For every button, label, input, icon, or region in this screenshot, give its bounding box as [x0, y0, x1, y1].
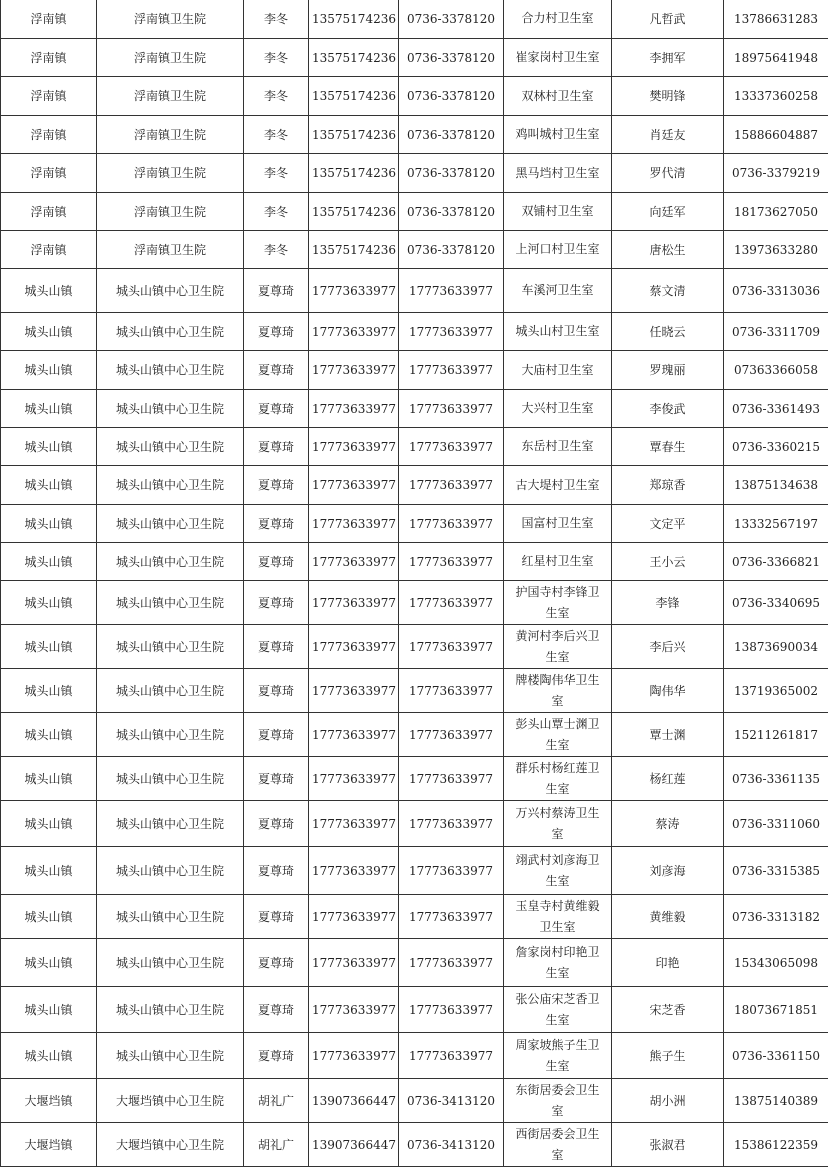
office-phone-cell: 17773633977: [399, 625, 504, 669]
table-row: [1, 505, 828, 543]
clinic-name-cell: 古大堤村卫生室: [504, 466, 612, 505]
office-phone-cell: 17773633977: [399, 713, 504, 757]
doctor-phone-cell: 13875134638: [724, 466, 828, 505]
table-row: [1, 466, 828, 505]
mobile-phone-cell: 17773633977: [309, 625, 399, 669]
office-phone-cell: 17773633977: [399, 1033, 504, 1079]
hospital-cell: 城头山镇中心卫生院: [97, 895, 244, 939]
doctor-phone-cell: 18975641948: [724, 39, 828, 77]
table-body: [1, 0, 828, 1167]
office-phone-cell: 17773633977: [399, 466, 504, 505]
hospital-cell: 城头山镇中心卫生院: [97, 313, 244, 351]
hospital-cell: 城头山镇中心卫生院: [97, 428, 244, 466]
doctor-name-cell: 罗代清: [612, 154, 724, 193]
doctor-phone-cell: 15886604887: [724, 116, 828, 154]
office-phone-cell: 0736-3378120: [399, 0, 504, 39]
hospital-cell: 城头山镇中心卫生院: [97, 466, 244, 505]
hospital-cell: 城头山镇中心卫生院: [97, 713, 244, 757]
head-name-cell: 夏尊琦: [244, 466, 309, 505]
mobile-phone-cell: 13575174236: [309, 39, 399, 77]
town-cell: 城头山镇: [1, 581, 97, 625]
hospital-cell: 城头山镇中心卫生院: [97, 1033, 244, 1079]
town-cell: 城头山镇: [1, 757, 97, 801]
mobile-phone-cell: 17773633977: [309, 987, 399, 1033]
doctor-name-cell: 王小云: [612, 543, 724, 581]
table-row: [1, 581, 828, 625]
doctor-phone-cell: 0736-3311709: [724, 313, 828, 351]
doctor-phone-cell: 0736-3379219: [724, 154, 828, 193]
doctor-phone-cell: 0736-3315385: [724, 847, 828, 895]
mobile-phone-cell: 17773633977: [309, 505, 399, 543]
doctor-phone-cell: 15343065098: [724, 939, 828, 987]
doctor-phone-cell: 0736-3340695: [724, 581, 828, 625]
clinic-name-cell: 双铺村卫生室: [504, 193, 612, 231]
doctor-name-cell: 蔡文清: [612, 269, 724, 313]
hospital-cell: 城头山镇中心卫生院: [97, 351, 244, 390]
mobile-phone-cell: 13575174236: [309, 77, 399, 116]
clinic-name-cell: 黄河村李后兴卫生室: [504, 625, 612, 669]
doctor-phone-cell: 13332567197: [724, 505, 828, 543]
doctor-name-cell: 罗瑰丽: [612, 351, 724, 390]
table-row: [1, 39, 828, 77]
town-cell: 城头山镇: [1, 466, 97, 505]
town-cell: 城头山镇: [1, 847, 97, 895]
town-cell: 浮南镇: [1, 116, 97, 154]
doctor-phone-cell: 13875140389: [724, 1079, 828, 1123]
head-name-cell: 李冬: [244, 193, 309, 231]
clinic-name-cell: 鸡叫城村卫生室: [504, 116, 612, 154]
doctor-name-cell: 覃士渊: [612, 713, 724, 757]
mobile-phone-cell: 17773633977: [309, 713, 399, 757]
table-row: [1, 669, 828, 713]
clinic-name-cell: 大兴村卫生室: [504, 390, 612, 428]
town-cell: 城头山镇: [1, 313, 97, 351]
table-row: [1, 1079, 828, 1123]
hospital-cell: 浮南镇卫生院: [97, 193, 244, 231]
doctor-name-cell: 张淑君: [612, 1123, 724, 1167]
doctor-name-cell: 凡哲武: [612, 0, 724, 39]
clinic-name-cell: 牌楼陶伟华卫生室: [504, 669, 612, 713]
mobile-phone-cell: 17773633977: [309, 895, 399, 939]
head-name-cell: 夏尊琦: [244, 581, 309, 625]
doctor-name-cell: 李锋: [612, 581, 724, 625]
hospital-cell: 城头山镇中心卫生院: [97, 505, 244, 543]
hospital-cell: 城头山镇中心卫生院: [97, 581, 244, 625]
head-name-cell: 李冬: [244, 231, 309, 269]
table-row: [1, 625, 828, 669]
head-name-cell: 夏尊琦: [244, 390, 309, 428]
doctor-name-cell: 肖廷友: [612, 116, 724, 154]
office-phone-cell: 0736-3378120: [399, 231, 504, 269]
doctor-name-cell: 郑琼香: [612, 466, 724, 505]
doctor-phone-cell: 0736-3313182: [724, 895, 828, 939]
table-row: [1, 939, 828, 987]
doctor-name-cell: 胡小洲: [612, 1079, 724, 1123]
clinic-name-cell: 国富村卫生室: [504, 505, 612, 543]
doctor-phone-cell: 15386122359: [724, 1123, 828, 1167]
office-phone-cell: 0736-3413120: [399, 1079, 504, 1123]
head-name-cell: 夏尊琦: [244, 939, 309, 987]
head-name-cell: 胡礼广: [244, 1123, 309, 1167]
hospital-cell: 城头山镇中心卫生院: [97, 625, 244, 669]
town-cell: 城头山镇: [1, 543, 97, 581]
town-cell: 城头山镇: [1, 505, 97, 543]
town-cell: 城头山镇: [1, 351, 97, 390]
doctor-name-cell: 刘彦海: [612, 847, 724, 895]
mobile-phone-cell: 17773633977: [309, 428, 399, 466]
doctor-phone-cell: 18073671851: [724, 987, 828, 1033]
office-phone-cell: 17773633977: [399, 895, 504, 939]
town-cell: 城头山镇: [1, 428, 97, 466]
mobile-phone-cell: 17773633977: [309, 313, 399, 351]
hospital-cell: 浮南镇卫生院: [97, 116, 244, 154]
town-cell: 城头山镇: [1, 939, 97, 987]
town-cell: 浮南镇: [1, 39, 97, 77]
town-cell: 浮南镇: [1, 0, 97, 39]
table-row: [1, 231, 828, 269]
table-row: [1, 1123, 828, 1167]
mobile-phone-cell: 13907366447: [309, 1123, 399, 1167]
doctor-name-cell: 李俊武: [612, 390, 724, 428]
table-row: [1, 801, 828, 847]
town-cell: 城头山镇: [1, 1033, 97, 1079]
mobile-phone-cell: 17773633977: [309, 269, 399, 313]
head-name-cell: 夏尊琦: [244, 669, 309, 713]
table-row: [1, 390, 828, 428]
town-cell: 浮南镇: [1, 77, 97, 116]
hospital-cell: 浮南镇卫生院: [97, 154, 244, 193]
clinic-name-cell: 崔家岗村卫生室: [504, 39, 612, 77]
doctor-name-cell: 熊子生: [612, 1033, 724, 1079]
office-phone-cell: 17773633977: [399, 269, 504, 313]
office-phone-cell: 17773633977: [399, 801, 504, 847]
doctor-phone-cell: 13973633280: [724, 231, 828, 269]
office-phone-cell: 17773633977: [399, 428, 504, 466]
town-cell: 浮南镇: [1, 193, 97, 231]
doctor-phone-cell: 0736-3311060: [724, 801, 828, 847]
mobile-phone-cell: 13575174236: [309, 193, 399, 231]
clinic-name-cell: 东岳村卫生室: [504, 428, 612, 466]
hospital-cell: 城头山镇中心卫生院: [97, 390, 244, 428]
office-phone-cell: 17773633977: [399, 939, 504, 987]
mobile-phone-cell: 17773633977: [309, 351, 399, 390]
town-cell: 城头山镇: [1, 390, 97, 428]
doctor-name-cell: 任晓云: [612, 313, 724, 351]
clinic-name-cell: 张公庙宋芝香卫生室: [504, 987, 612, 1033]
mobile-phone-cell: 17773633977: [309, 581, 399, 625]
clinic-name-cell: 彭头山覃士渊卫生室: [504, 713, 612, 757]
town-cell: 浮南镇: [1, 231, 97, 269]
table-row: [1, 757, 828, 801]
doctor-name-cell: 覃春生: [612, 428, 724, 466]
town-cell: 大堰垱镇: [1, 1123, 97, 1167]
hospital-cell: 浮南镇卫生院: [97, 77, 244, 116]
office-phone-cell: 0736-3378120: [399, 193, 504, 231]
head-name-cell: 夏尊琦: [244, 428, 309, 466]
doctor-phone-cell: 13719365002: [724, 669, 828, 713]
head-name-cell: 夏尊琦: [244, 757, 309, 801]
doctor-phone-cell: 13873690034: [724, 625, 828, 669]
head-name-cell: 夏尊琦: [244, 313, 309, 351]
hospital-cell: 浮南镇卫生院: [97, 39, 244, 77]
town-cell: 大堰垱镇: [1, 1079, 97, 1123]
table-row: [1, 1033, 828, 1079]
doctor-phone-cell: 0736-3361493: [724, 390, 828, 428]
doctor-phone-cell: 0736-3361150: [724, 1033, 828, 1079]
head-name-cell: 夏尊琦: [244, 801, 309, 847]
clinic-name-cell: 车溪河卫生室: [504, 269, 612, 313]
head-name-cell: 夏尊琦: [244, 269, 309, 313]
doctor-phone-cell: 07363366058: [724, 351, 828, 390]
town-cell: 城头山镇: [1, 895, 97, 939]
office-phone-cell: 0736-3378120: [399, 77, 504, 116]
doctor-name-cell: 印艳: [612, 939, 724, 987]
doctor-phone-cell: 15211261817: [724, 713, 828, 757]
head-name-cell: 夏尊琦: [244, 1033, 309, 1079]
office-phone-cell: 17773633977: [399, 351, 504, 390]
town-cell: 浮南镇: [1, 154, 97, 193]
office-phone-cell: 17773633977: [399, 390, 504, 428]
doctor-name-cell: 文定平: [612, 505, 724, 543]
hospital-cell: 城头山镇中心卫生院: [97, 939, 244, 987]
head-name-cell: 夏尊琦: [244, 351, 309, 390]
office-phone-cell: 0736-3378120: [399, 39, 504, 77]
clinic-name-cell: 护国寺村李锋卫生室: [504, 581, 612, 625]
mobile-phone-cell: 17773633977: [309, 847, 399, 895]
mobile-phone-cell: 17773633977: [309, 669, 399, 713]
table-row: [1, 543, 828, 581]
mobile-phone-cell: 13575174236: [309, 231, 399, 269]
mobile-phone-cell: 13575174236: [309, 154, 399, 193]
doctor-name-cell: 杨红莲: [612, 757, 724, 801]
town-cell: 城头山镇: [1, 987, 97, 1033]
head-name-cell: 夏尊琦: [244, 505, 309, 543]
doctor-phone-cell: 13786631283: [724, 0, 828, 39]
mobile-phone-cell: 17773633977: [309, 939, 399, 987]
table-row: [1, 313, 828, 351]
doctor-name-cell: 樊明锋: [612, 77, 724, 116]
table-row: [1, 428, 828, 466]
doctor-name-cell: 李拥军: [612, 39, 724, 77]
clinic-name-cell: 黑马垱村卫生室: [504, 154, 612, 193]
office-phone-cell: 17773633977: [399, 847, 504, 895]
mobile-phone-cell: 17773633977: [309, 390, 399, 428]
clinic-name-cell: 群乐村杨红莲卫生室: [504, 757, 612, 801]
office-phone-cell: 17773633977: [399, 581, 504, 625]
doctor-name-cell: 宋芝香: [612, 987, 724, 1033]
hospital-cell: 大堰垱镇中心卫生院: [97, 1079, 244, 1123]
head-name-cell: 夏尊琦: [244, 713, 309, 757]
head-name-cell: 夏尊琦: [244, 625, 309, 669]
hospital-cell: 城头山镇中心卫生院: [97, 669, 244, 713]
head-name-cell: 夏尊琦: [244, 895, 309, 939]
clinic-name-cell: 万兴村蔡涛卫生室: [504, 801, 612, 847]
table-row: [1, 0, 828, 39]
clinic-name-cell: 大庙村卫生室: [504, 351, 612, 390]
office-phone-cell: 0736-3378120: [399, 154, 504, 193]
mobile-phone-cell: 17773633977: [309, 466, 399, 505]
mobile-phone-cell: 13575174236: [309, 116, 399, 154]
doctor-name-cell: 向廷军: [612, 193, 724, 231]
hospital-cell: 城头山镇中心卫生院: [97, 801, 244, 847]
table-row: [1, 77, 828, 116]
table-row: [1, 713, 828, 757]
clinic-name-cell: 城头山村卫生室: [504, 313, 612, 351]
head-name-cell: 李冬: [244, 0, 309, 39]
head-name-cell: 李冬: [244, 116, 309, 154]
hospital-cell: 浮南镇卫生院: [97, 231, 244, 269]
town-cell: 城头山镇: [1, 801, 97, 847]
office-phone-cell: 17773633977: [399, 505, 504, 543]
town-cell: 城头山镇: [1, 625, 97, 669]
clinic-name-cell: 詹家岗村印艳卫生室: [504, 939, 612, 987]
mobile-phone-cell: 13907366447: [309, 1079, 399, 1123]
clinic-name-cell: 合力村卫生室: [504, 0, 612, 39]
table-row: [1, 351, 828, 390]
doctor-phone-cell: 18173627050: [724, 193, 828, 231]
head-name-cell: 夏尊琦: [244, 543, 309, 581]
hospital-cell: 浮南镇卫生院: [97, 0, 244, 39]
table-row: [1, 269, 828, 313]
doctor-phone-cell: 0736-3366821: [724, 543, 828, 581]
office-phone-cell: 17773633977: [399, 987, 504, 1033]
doctor-phone-cell: 13337360258: [724, 77, 828, 116]
hospital-cell: 城头山镇中心卫生院: [97, 757, 244, 801]
head-name-cell: 李冬: [244, 77, 309, 116]
office-phone-cell: 17773633977: [399, 543, 504, 581]
doctor-name-cell: 唐松生: [612, 231, 724, 269]
town-cell: 城头山镇: [1, 713, 97, 757]
head-name-cell: 胡礼广: [244, 1079, 309, 1123]
hospital-cell: 城头山镇中心卫生院: [97, 269, 244, 313]
head-name-cell: 夏尊琦: [244, 847, 309, 895]
head-name-cell: 夏尊琦: [244, 987, 309, 1033]
mobile-phone-cell: 17773633977: [309, 1033, 399, 1079]
clinic-name-cell: 周家坡熊子生卫生室: [504, 1033, 612, 1079]
clinic-name-cell: 上河口村卫生室: [504, 231, 612, 269]
table-row: [1, 116, 828, 154]
hospital-cell: 大堰垱镇中心卫生院: [97, 1123, 244, 1167]
doctor-phone-cell: 0736-3360215: [724, 428, 828, 466]
office-phone-cell: 17773633977: [399, 757, 504, 801]
table-row: [1, 987, 828, 1033]
table-row: [1, 847, 828, 895]
mobile-phone-cell: 17773633977: [309, 543, 399, 581]
doctor-name-cell: 陶伟华: [612, 669, 724, 713]
table-row: [1, 193, 828, 231]
clinic-name-cell: 红星村卫生室: [504, 543, 612, 581]
head-name-cell: 李冬: [244, 154, 309, 193]
clinic-name-cell: 西街居委会卫生室: [504, 1123, 612, 1167]
table-row: [1, 895, 828, 939]
mobile-phone-cell: 13575174236: [309, 0, 399, 39]
table-row: [1, 154, 828, 193]
town-cell: 城头山镇: [1, 269, 97, 313]
doctor-name-cell: 李后兴: [612, 625, 724, 669]
doctor-phone-cell: 0736-3361135: [724, 757, 828, 801]
hospital-cell: 城头山镇中心卫生院: [97, 543, 244, 581]
office-phone-cell: 0736-3413120: [399, 1123, 504, 1167]
doctor-name-cell: 蔡涛: [612, 801, 724, 847]
clinic-name-cell: 玉皇寺村黄维毅卫生室: [504, 895, 612, 939]
doctor-name-cell: 黄维毅: [612, 895, 724, 939]
office-phone-cell: 17773633977: [399, 669, 504, 713]
town-cell: 城头山镇: [1, 669, 97, 713]
doctor-phone-cell: 0736-3313036: [724, 269, 828, 313]
clinic-name-cell: 双林村卫生室: [504, 77, 612, 116]
clinic-name-cell: 东街居委会卫生室: [504, 1079, 612, 1123]
office-phone-cell: 0736-3378120: [399, 116, 504, 154]
mobile-phone-cell: 17773633977: [309, 757, 399, 801]
hospital-cell: 城头山镇中心卫生院: [97, 847, 244, 895]
clinic-name-cell: 翊武村刘彦海卫生室: [504, 847, 612, 895]
mobile-phone-cell: 17773633977: [309, 801, 399, 847]
head-name-cell: 李冬: [244, 39, 309, 77]
office-phone-cell: 17773633977: [399, 313, 504, 351]
hospital-cell: 城头山镇中心卫生院: [97, 987, 244, 1033]
